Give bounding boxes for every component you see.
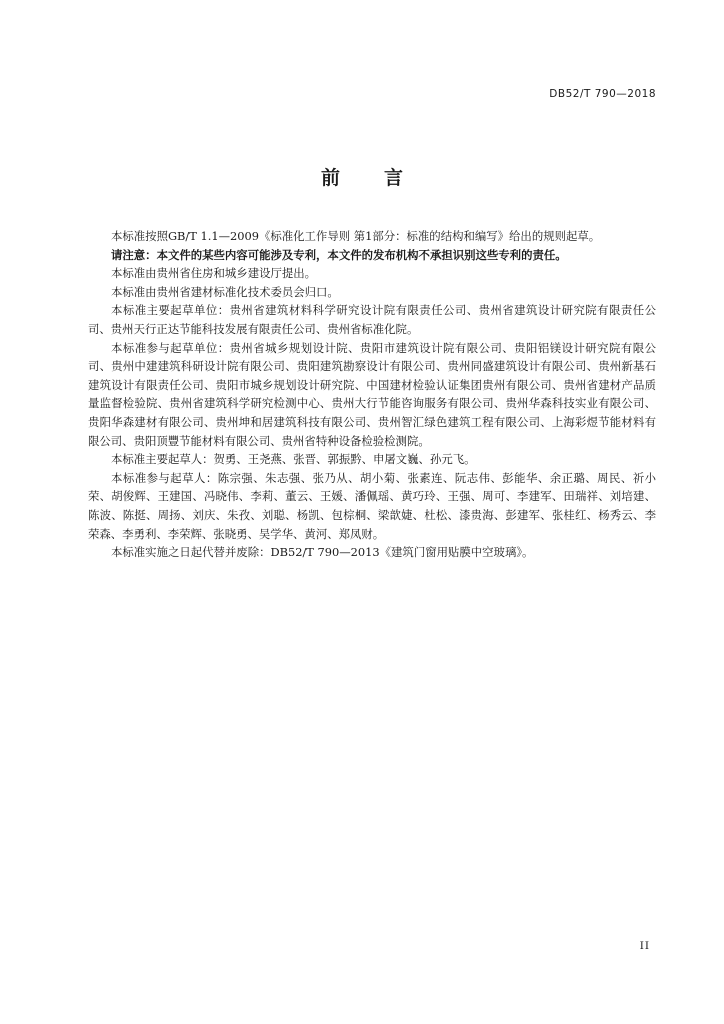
paragraph-participating-drafters: 本标准参与起草人：陈宗强、朱志强、张乃从、胡小菊、张素连、阮志伟、彭能华、余正璐、周民、祈小荣、胡俊辉、王建国、冯晓伟、李莉、董云、王媛、潘佩瑶、黄巧玲、王强、周可、李建军、田瑞祥、刘培建、陈波、陈挺、周扬、刘庆、朱孜、刘聪、杨凯、包棕桐、梁歆婕、杜松、漆贵海、彭建军、张桂红、杨秀云、李荣森、李勇利、李荣辉、张晓勇、吴学华、黄河、郑凤财。 — [88, 470, 656, 541]
title-char-1: 前 — [320, 167, 340, 189]
title-char-2: 言 — [384, 167, 404, 189]
paragraph-proposer: 本标准由贵州省住房和城乡建设厅提出。 — [111, 266, 317, 281]
page-number: II — [639, 940, 650, 952]
paragraph-main-drafting-units: 本标准主要起草单位：贵州省建筑材料科学研究设计院有限责任公司、贵州省建筑设计研究院有限责任公司、贵州天行正达节能科技发展有限责任公司、贵州省标准化院。 — [88, 303, 656, 336]
foreword-body — [88, 227, 656, 562]
paragraph-drafting-rules: 本标准按照GB/T 1.1—2009《标准化工作导则 第1部分：标准的结构和编写》给出的规则起草。 — [111, 229, 601, 243]
standard-code: DB52/T 790—2018 — [549, 88, 656, 100]
paragraph-participating-units: 本标准参与起草单位：贵州省城乡规划设计院、贵阳市建筑设计院有限公司、贵阳铝镁设计研究院有限公司、贵州中建建筑科研设计院有限公司、贵阳建筑勘察设计有限公司、贵州同盛建筑设计有限公司、贵州新基石建筑设计有限责任公司、贵阳市城乡规划设计研究院、中国建材检验认证集团贵州有限公司、贵州省建材产品质量监督检验院、贵州省建筑科学研究检测中心、贵州大行节能咨询服务有限公司、贵州华森科技实业有限公司、贵阳华森建材有限公司、贵州坤和居建筑科技有限公司、贵州智汇绿色建筑工程有限公司、上海彩煜节能材料有限公司、贵阳顶豐节能材料有限公司、贵州省特种设备检验检测院。 — [88, 340, 656, 448]
paragraph-patent-notice: 请注意：本文件的某些内容可能涉及专利，本文件的发布机构不承担识别这些专利的责任。 — [111, 247, 567, 262]
paragraph-committee: 本标准由贵州省建材标准化技术委员会归口。 — [111, 284, 339, 299]
paragraph-replacement: 本标准实施之日起代替并废除：DB52/T 790—2013《建筑门窗用贴膜中空玻璃》。 — [111, 545, 534, 560]
paragraph-main-drafters: 本标准主要起草人：贺勇、王尧燕、张晋、郭振黔、申屠文巍、孙元飞。 — [111, 452, 476, 467]
page-title — [0, 163, 724, 190]
